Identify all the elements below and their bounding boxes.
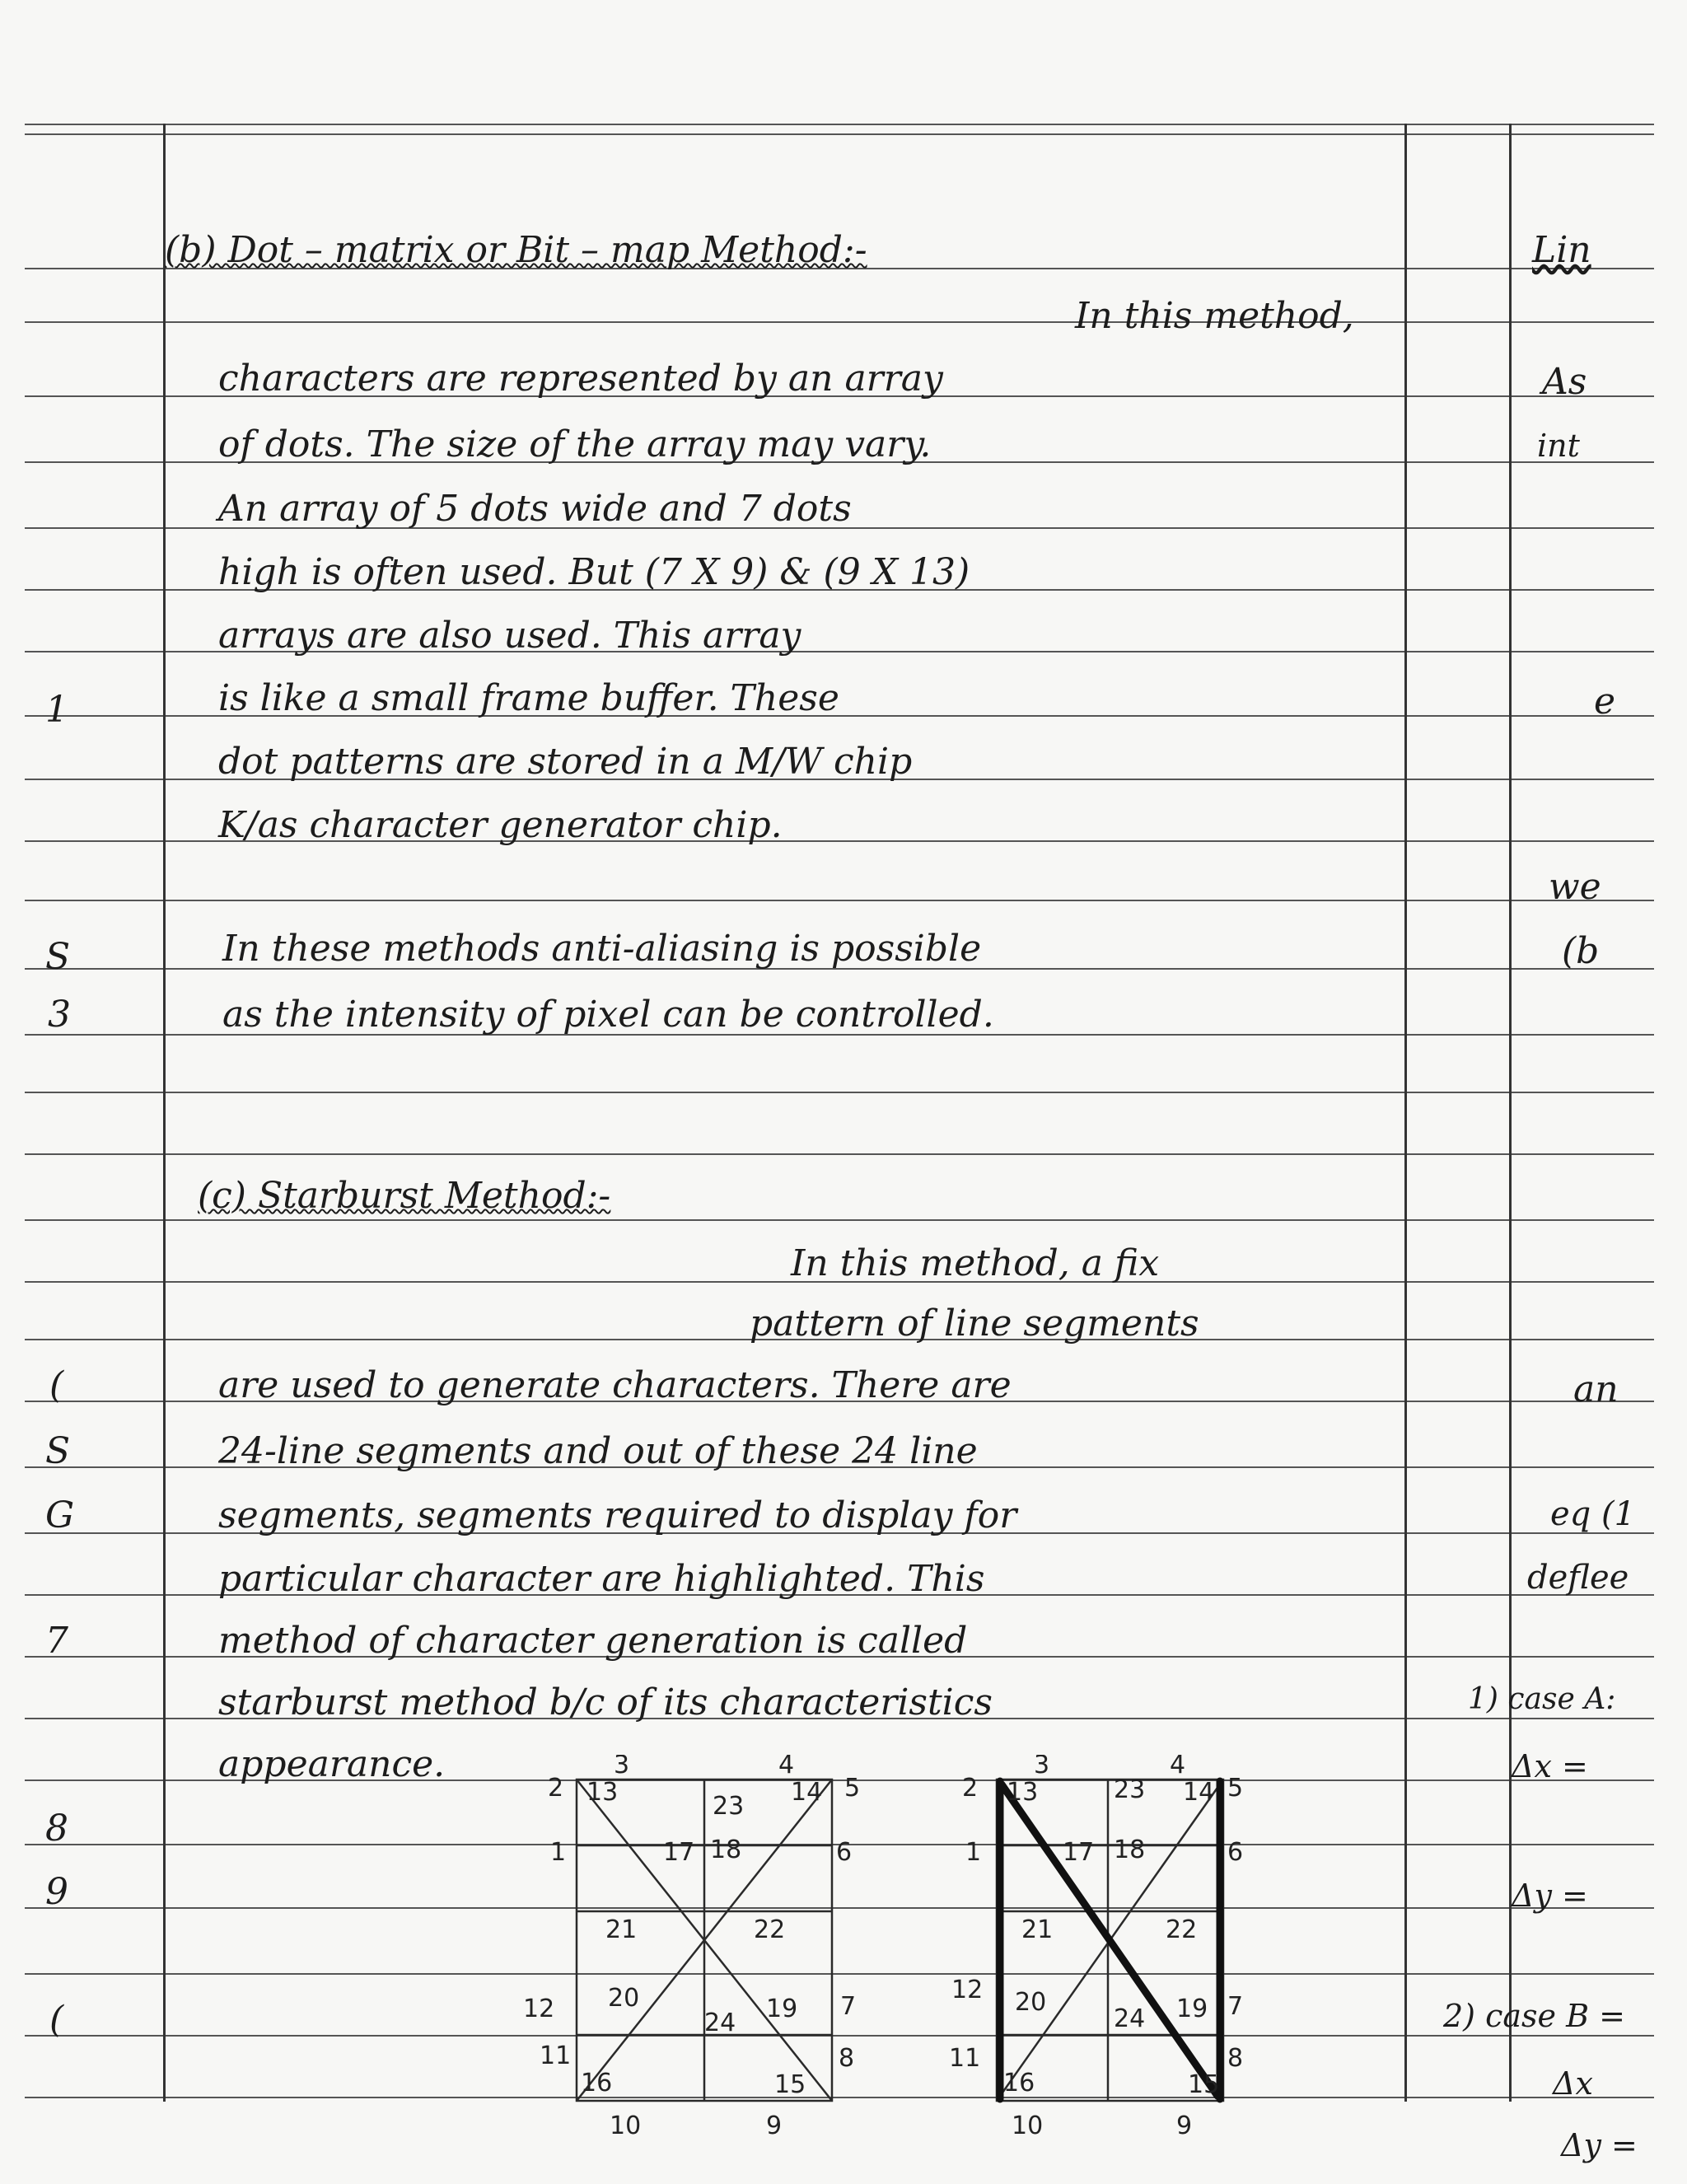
segment-label: 6 bbox=[1227, 1838, 1244, 1867]
text-line: method of character generation is called bbox=[218, 1620, 968, 1662]
left-margin-line bbox=[163, 124, 166, 2102]
right-margin-note: 2) case B = bbox=[1443, 1998, 1625, 2034]
segment-label: 23 bbox=[1114, 1775, 1146, 1804]
left-margin-note: 7 bbox=[45, 1620, 68, 1662]
text-line: as the intensity of pixel can be controlled. bbox=[222, 994, 994, 1036]
segment-label: 7 bbox=[840, 1992, 857, 2021]
segment-label: 9 bbox=[766, 2112, 783, 2140]
segment-label: 1 bbox=[965, 1838, 982, 1867]
segment-label: 24 bbox=[704, 2009, 736, 2037]
text-line: An array of 5 dots wide and 7 dots bbox=[218, 488, 852, 530]
segment-label: 19 bbox=[766, 1995, 798, 2023]
text-line: 24-line segments and out of these 24 line bbox=[218, 1430, 978, 1472]
segment-label: 10 bbox=[1012, 2112, 1044, 2140]
segment-label: 21 bbox=[1021, 1915, 1054, 1944]
text-line: K/as character generator chip. bbox=[218, 804, 783, 846]
segment-label: 11 bbox=[949, 2044, 981, 2073]
right-margin-note: (b bbox=[1562, 930, 1600, 972]
segment-label: 15 bbox=[1188, 2070, 1220, 2099]
segment-label: 4 bbox=[1170, 1755, 1186, 1779]
text-line: segments, segments required to display for bbox=[218, 1494, 1017, 1536]
segment-label: 10 bbox=[610, 2112, 642, 2140]
ruled-line bbox=[25, 133, 1654, 135]
segment-label: 23 bbox=[713, 1792, 745, 1821]
text-line: In this method, a fix bbox=[791, 1242, 1160, 1284]
right-margin-line-2 bbox=[1509, 124, 1512, 2102]
segment-label: 3 bbox=[1034, 1755, 1050, 1779]
right-margin-note: Δx bbox=[1553, 2065, 1593, 2102]
segment-label: 9 bbox=[1176, 2112, 1193, 2140]
text-line: appearance. bbox=[218, 1743, 446, 1785]
segment-label: 24 bbox=[1114, 2004, 1146, 2033]
segment-label: 2 bbox=[962, 1774, 979, 1803]
text-line: In these methods anti-aliasing is possible bbox=[222, 928, 982, 970]
segment-label: 12 bbox=[523, 1995, 555, 2023]
right-margin-note: e bbox=[1594, 680, 1616, 723]
segment-label: 5 bbox=[844, 1774, 861, 1803]
segment-label: 8 bbox=[839, 2044, 855, 2073]
left-margin-note: S bbox=[45, 936, 71, 978]
segment-label: 20 bbox=[1015, 1988, 1047, 2017]
heading-dot-matrix: (b) Dot – matrix or Bit – map Method:- bbox=[165, 229, 867, 271]
left-margin-note: 8 bbox=[45, 1808, 68, 1850]
right-margin-note: an bbox=[1573, 1368, 1619, 1410]
segment-label: 5 bbox=[1227, 1774, 1244, 1803]
segment-label: 15 bbox=[774, 2070, 806, 2099]
right-margin-note: As bbox=[1542, 361, 1587, 403]
segment-label: 18 bbox=[1114, 1836, 1146, 1864]
segment-label: 7 bbox=[1227, 1992, 1244, 2021]
text-line: dot patterns are stored in a M/W chip bbox=[218, 741, 913, 783]
right-margin-note: Δy = bbox=[1561, 2127, 1638, 2163]
right-margin-note: Δy = bbox=[1512, 1878, 1588, 1914]
segment-label: 19 bbox=[1176, 1995, 1208, 2023]
segment-label: 13 bbox=[1007, 1778, 1039, 1807]
segment-label: 8 bbox=[1227, 2044, 1244, 2073]
right-margin-note: we bbox=[1549, 866, 1601, 908]
right-margin-note: eq (1 bbox=[1550, 1495, 1636, 1533]
segment-label: 3 bbox=[614, 1755, 630, 1779]
segment-label: 22 bbox=[754, 1915, 786, 1944]
text-line: arrays are also used. This array bbox=[218, 615, 801, 657]
segment-label: 11 bbox=[540, 2041, 572, 2070]
segment-label: 17 bbox=[1063, 1838, 1095, 1867]
ruled-line bbox=[25, 900, 1654, 901]
text-line: of dots. The size of the array may vary. bbox=[218, 423, 932, 465]
segment-label: 18 bbox=[710, 1836, 742, 1864]
text-line: particular character are highlighted. This bbox=[218, 1558, 985, 1600]
left-margin-note: 1 bbox=[45, 689, 68, 731]
text-line: are used to generate characters. There are bbox=[218, 1364, 1012, 1406]
segment-label: 14 bbox=[791, 1778, 823, 1807]
left-margin-note: 3 bbox=[48, 994, 71, 1036]
text-line: In this method, bbox=[1075, 295, 1354, 337]
right-margin-note: Δx = bbox=[1512, 1748, 1588, 1784]
left-margin-note: ( bbox=[49, 1999, 64, 2041]
left-margin-note: ( bbox=[49, 1364, 64, 1406]
starburst-figure bbox=[494, 1755, 1318, 2142]
segment-label: 1 bbox=[550, 1838, 567, 1867]
right-margin-note: Lin bbox=[1532, 229, 1591, 271]
text-line: characters are represented by an array bbox=[218, 358, 943, 400]
heading-starburst: (c) Starburst Method:- bbox=[198, 1175, 611, 1217]
ruled-line bbox=[25, 1219, 1654, 1221]
text-line: starburst method b/c of its characteristics bbox=[218, 1681, 993, 1723]
text-line: pattern of line segments bbox=[750, 1302, 1199, 1345]
text-line: is like a small frame buffer. These bbox=[218, 677, 839, 719]
segment-label: 14 bbox=[1183, 1778, 1215, 1807]
ruled-line bbox=[25, 124, 1654, 125]
segment-label: 16 bbox=[1003, 2069, 1035, 2097]
right-margin-note: 1) case A: bbox=[1468, 1682, 1616, 1716]
segment-label: 17 bbox=[663, 1838, 695, 1867]
segment-label: 12 bbox=[951, 1976, 984, 2004]
left-margin-note: S bbox=[45, 1430, 71, 1472]
right-margin-note: int bbox=[1537, 428, 1580, 464]
right-margin-line bbox=[1404, 124, 1407, 2102]
left-margin-note: 9 bbox=[45, 1871, 68, 1913]
segment-label: 21 bbox=[605, 1915, 638, 1944]
segment-label: 20 bbox=[608, 1984, 640, 2013]
segment-label: 13 bbox=[586, 1778, 619, 1807]
ruled-line bbox=[25, 1092, 1654, 1093]
segment-label: 4 bbox=[778, 1755, 795, 1779]
segment-label: 2 bbox=[548, 1774, 564, 1803]
segment-label: 16 bbox=[581, 2069, 613, 2097]
segment-label: 22 bbox=[1166, 1915, 1198, 1944]
left-margin-note: G bbox=[45, 1494, 75, 1536]
ruled-line bbox=[25, 321, 1654, 323]
segment-label: 6 bbox=[836, 1838, 853, 1867]
ruled-line bbox=[25, 1153, 1654, 1155]
right-margin-note: deflee bbox=[1527, 1559, 1629, 1597]
text-line: high is often used. But (7 X 9) & (9 X 13) bbox=[218, 551, 970, 593]
